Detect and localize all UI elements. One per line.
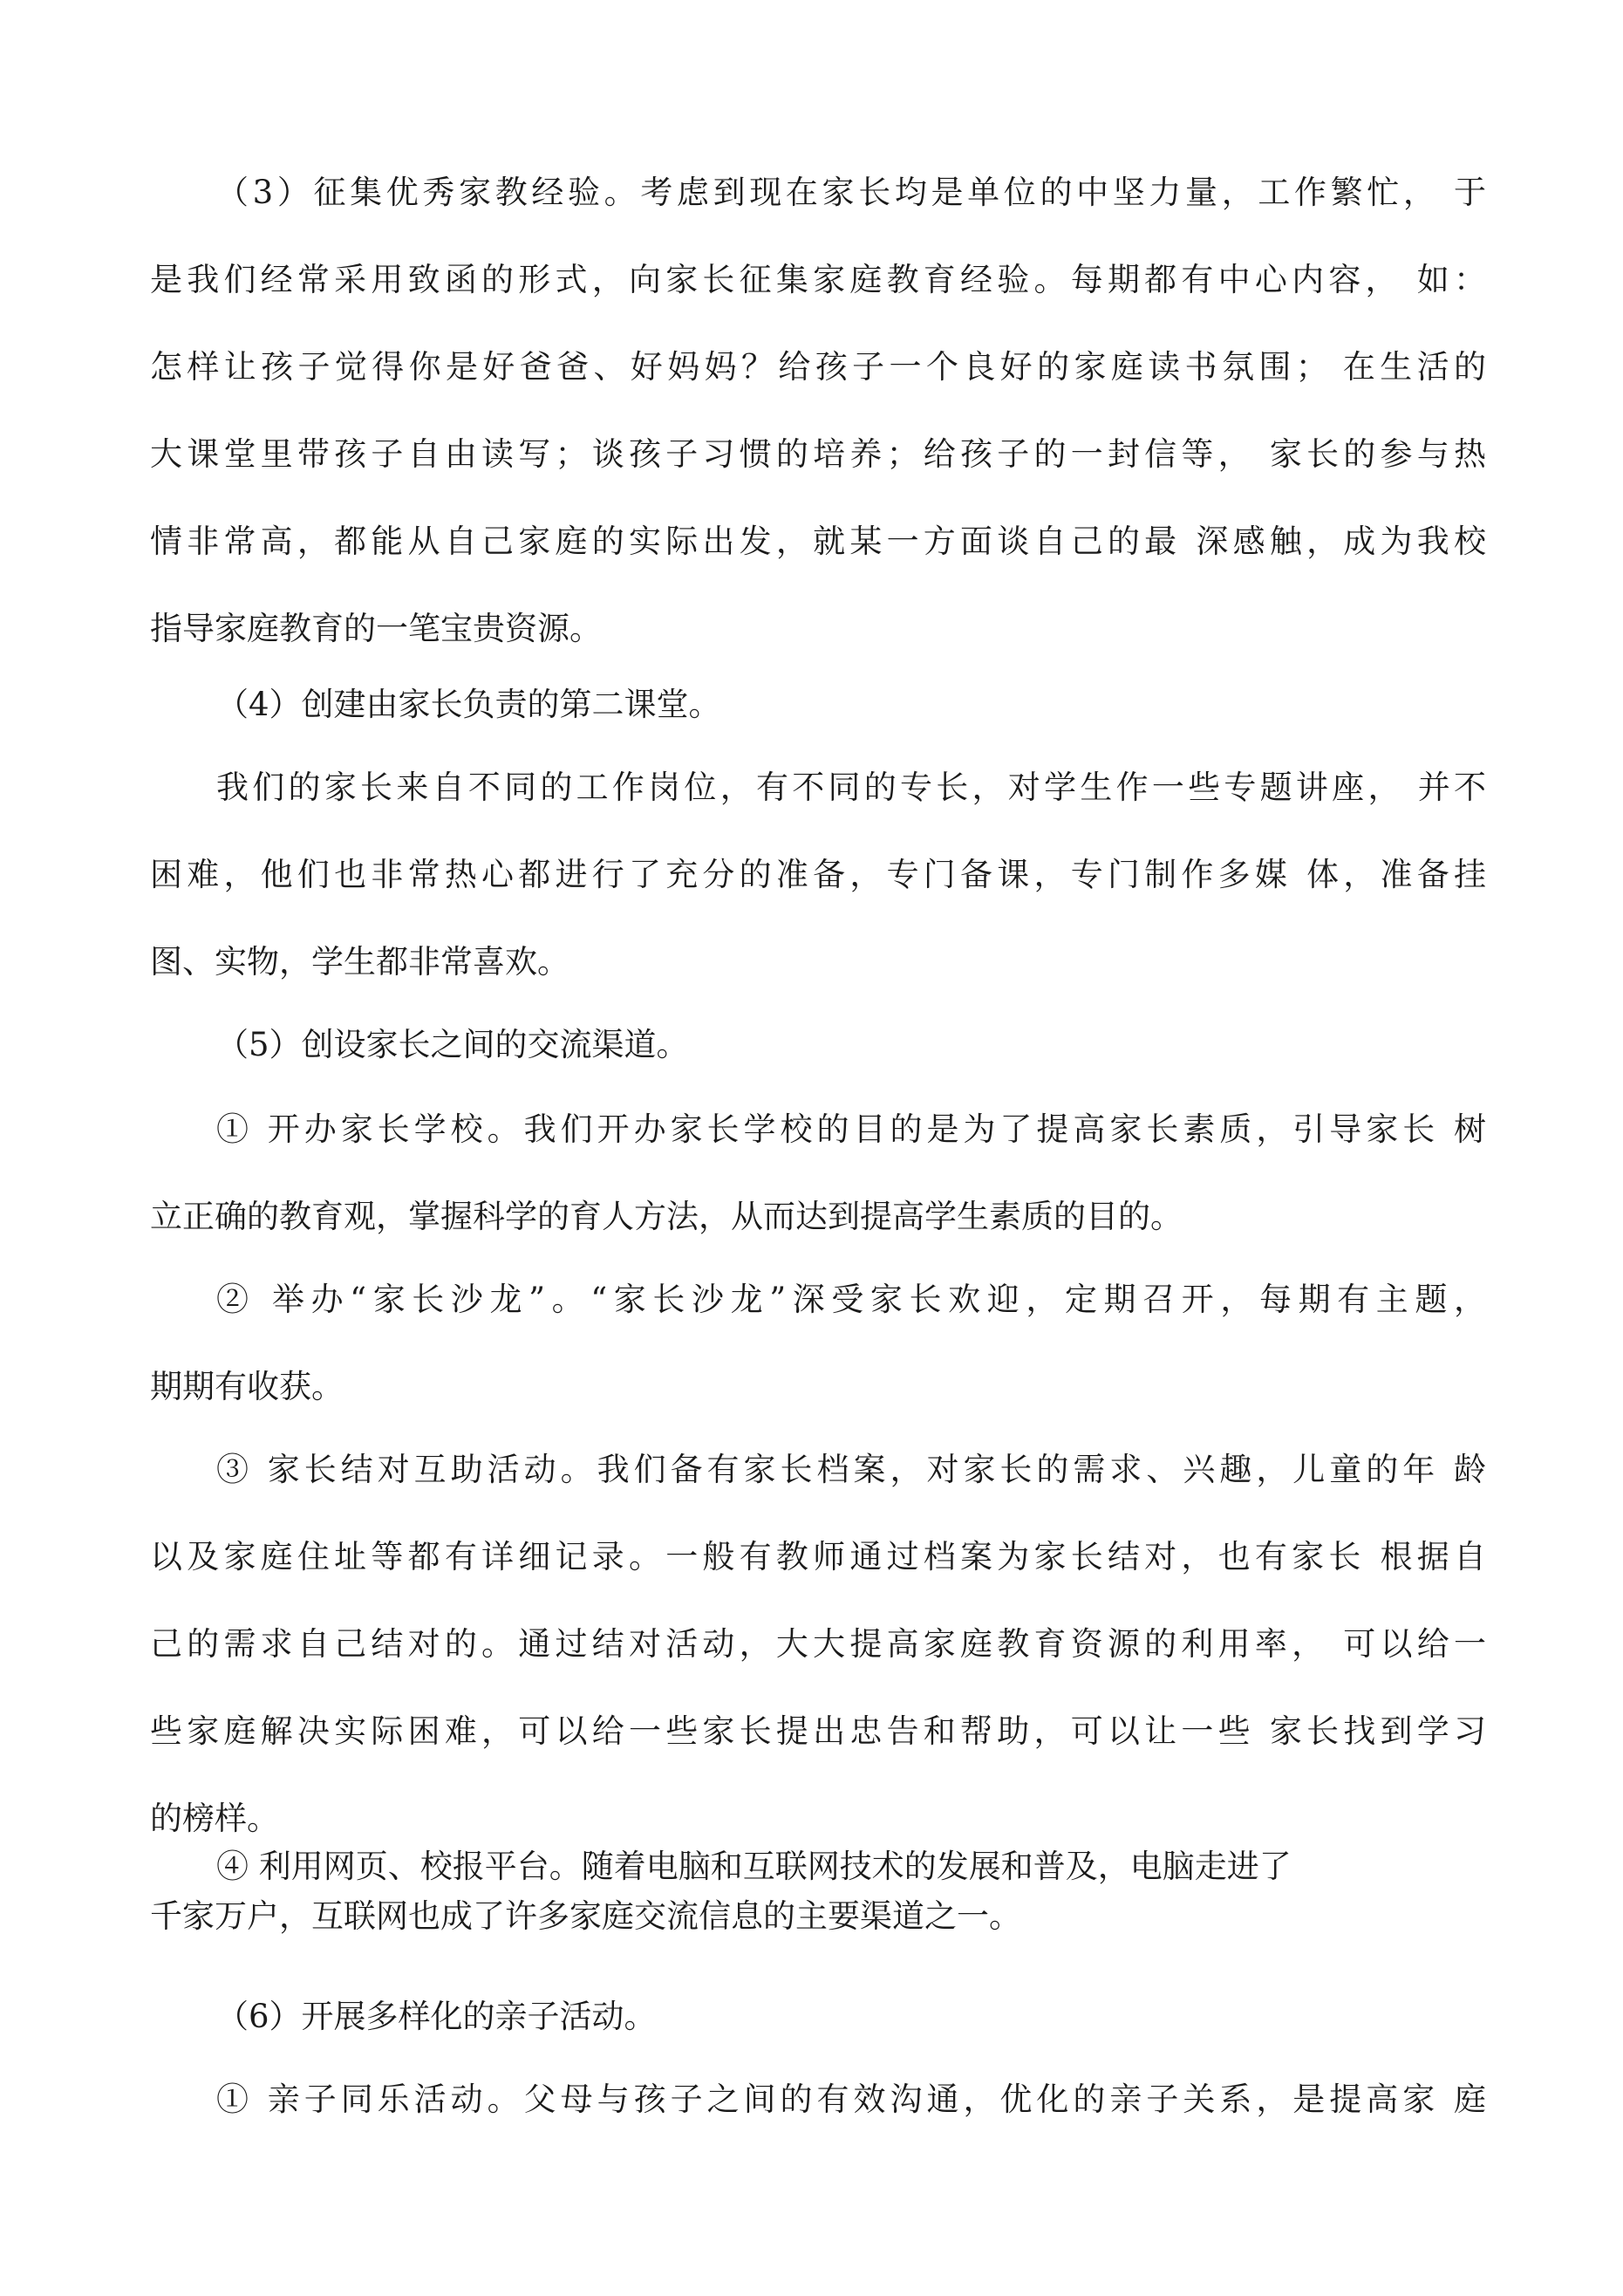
paragraph-5-item-1	[150, 1086, 1486, 1261]
heading-text: （5）创设家长之间的交流渠道。	[216, 1026, 689, 1063]
text-line: 我们的家长来自不同的工作岗位，有不同的专长，对学生作一些专题讲座， 并不	[216, 769, 1486, 806]
text-line: 图、实物，学生都非常喜欢。	[150, 943, 569, 981]
paragraph-5-item-3	[150, 1426, 1486, 1862]
section-heading-5	[150, 1001, 1486, 1089]
text-line: 怎样让孩子觉得你是好爸爸、好妈妈？给孩子一个良好的家庭读书氛围； 在生活的	[150, 348, 1486, 386]
text-line: 的榜样。	[150, 1800, 279, 1837]
text-line: ④ 利用网页、校报平台。随着电脑和互联网技术的发展和普及，电脑走进了	[216, 1848, 1292, 1885]
text-line: 困难，他们也非常热心都进行了充分的准备，专门备课，专门制作多媒 体，准备挂	[150, 856, 1486, 893]
text-line: ② 举办“家长沙龙”。“家长沙龙”深受家长欢迎，定期召开，每期有主题，	[216, 1281, 1486, 1318]
paragraph-4	[150, 744, 1486, 1006]
section-heading-6	[150, 1973, 1486, 2060]
heading-text: （6）开展多样化的亲子活动。	[216, 1998, 657, 2035]
text-line: 以及家庭住址等都有详细记录。一般有教师通过档案为家长结对，也有家长 根据自	[150, 1538, 1486, 1575]
section-heading-4	[150, 661, 1486, 748]
text-line: 己的需求自己结对的。通过结对活动，大大提高家庭教育资源的利用率， 可以给一	[150, 1625, 1486, 1663]
heading-text: （4）创建由家长负责的第二课堂。	[216, 686, 721, 723]
paragraph-3	[150, 149, 1486, 673]
text-line: ① 亲子同乐活动。父母与孩子之间的有效沟通，优化的亲子关系，是提高家 庭	[216, 2081, 1486, 2118]
text-line: 是我们经常采用致函的形式，向家长征集家庭教育经验。每期都有中心内容， 如：	[150, 261, 1486, 298]
text-line: 指导家庭教育的一笔宝贵资源。	[150, 610, 602, 647]
text-line: 千家万户，互联网也成了许多家庭交流信息的主要渠道之一。	[150, 1897, 1021, 1935]
paragraph-5-item-2	[150, 1256, 1486, 1431]
paragraph-5-item-4	[150, 1842, 1486, 1941]
text-line: ① 开办家长学校。我们开办家长学校的目的是为了提高家长素质，引导家长 树	[216, 1110, 1486, 1148]
text-line: （3）征集优秀家教经验。考虑到现在家长均是单位的中坚力量，工作繁忙， 于	[216, 174, 1486, 211]
text-line: ③ 家长结对互助活动。我们备有家长档案，对家长的需求、兴趣，儿童的年 龄	[216, 1451, 1486, 1488]
paragraph-6-item-1	[150, 2056, 1486, 2143]
text-line: 立正确的教育观，掌握科学的育人方法，从而达到提高学生素质的目的。	[150, 1198, 1183, 1235]
text-line: 情非常高，都能从自己家庭的实际出发，就某一方面谈自己的最 深感触，成为我校	[150, 523, 1486, 560]
text-line: 期期有收获。	[150, 1368, 344, 1405]
text-line: 些家庭解决实际困难，可以给一些家长提出忠告和帮助，可以让一些 家长找到学习	[150, 1712, 1486, 1750]
text-line: 大课堂里带孩子自由读写；谈孩子习惯的培养；给孩子的一封信等， 家长的参与热	[150, 435, 1486, 473]
